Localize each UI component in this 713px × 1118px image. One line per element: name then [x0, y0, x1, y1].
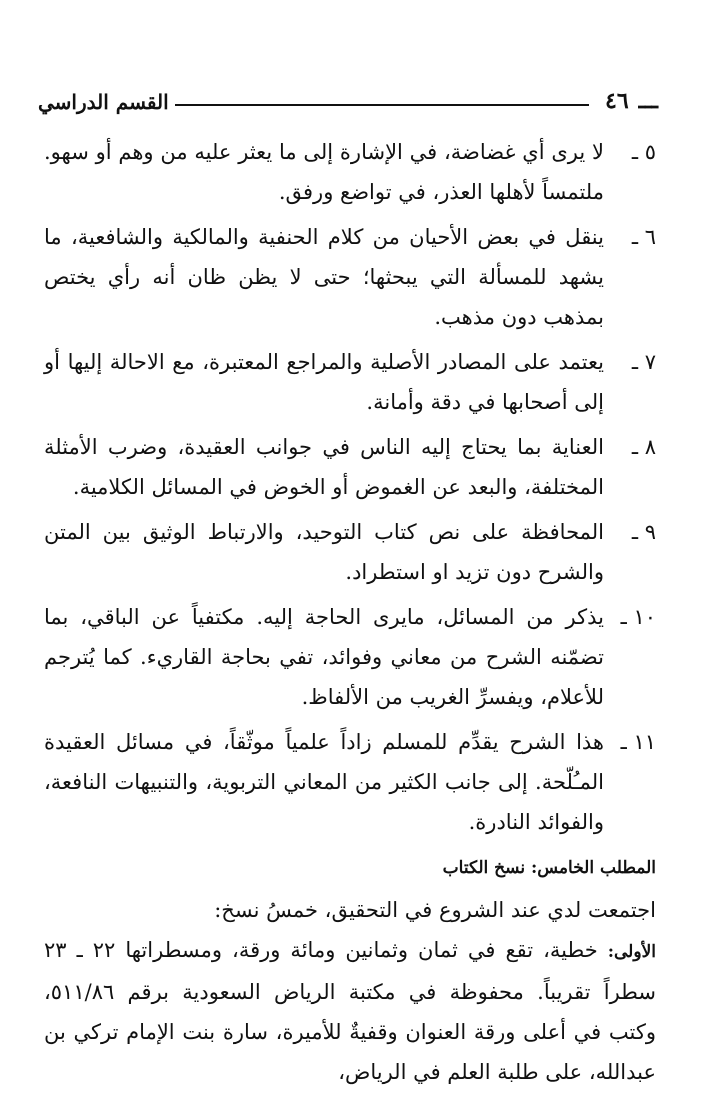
intro-paragraph: اجتمعت لدي عند الشروع في التحقيق، خمسُ نسخ: — [214, 898, 656, 922]
first-copy-label: الأولى: — [607, 942, 656, 962]
item-number: ٥ ـ — [631, 140, 656, 164]
list-item — [44, 597, 656, 717]
item-text: ينقل في بعض الأحيان من كلام الحنفية والمالكية والشافعية، ما يشهد للمسألة التي يبحثها؛ حتى لا يظن ظان أنه رأي يختص بمذهب دون مذهب. — [44, 225, 604, 329]
first-copy-paragraph — [44, 930, 656, 1092]
page-body — [44, 132, 656, 1092]
item-number: ١٠ ـ — [620, 605, 656, 629]
header-dash: ـــ — [638, 88, 658, 114]
item-text: هذا الشرح يقدِّم للمسلم زاداً علمياً موثّقاً، في مسائل العقيدة المـُلّحة. إلى جانب الكثير من المعاني التربوية، والتنبيهات النافعة، والفوائد النادرة. — [44, 730, 604, 834]
page-number: ٤٦ — [605, 88, 629, 114]
page-header — [38, 84, 658, 114]
header-rule — [175, 104, 589, 106]
item-number: ٨ ـ — [631, 435, 656, 459]
subsection-heading: المطلب الخامس: نسخ الكتاب — [442, 858, 656, 878]
item-text: يعتمد على المصادر الأصلية والمراجع المعتبرة، مع الاحالة إليها أو إلى أصحابها في دقة وأمانة. — [44, 350, 604, 414]
item-number: ٦ ـ — [631, 225, 656, 249]
list-item — [44, 342, 656, 422]
item-text: المحافظة على نص كتاب التوحيد، والارتباط الوثيق بين المتن والشرح دون تزيد او استطراد. — [44, 520, 604, 584]
item-text: العناية بما يحتاج إليه الناس في جوانب العقيدة، وضرب الأمثلة المختلفة، والبعد عن الغموض أو الخوض في المسائل الكلامية. — [44, 435, 604, 499]
list-item — [44, 217, 656, 337]
list-item — [44, 512, 656, 592]
item-text: لا يرى أي غضاضة، في الإشارة إلى ما يعثر عليه من وهم أو سهو. ملتمساً لأهلها العذر، في تواضع ورفق. — [44, 140, 604, 204]
item-number: ١١ ـ — [620, 730, 656, 754]
first-copy-text: خطية، تقع في ثمان وثمانين ومائة ورقة، ومسطراتها ٢٢ ـ ٢٣ سطراً تقريباً. محفوظة في مكتبة الرياض السعودية برقم ٥١١/٨٦، وكتب في أعلى ورقة العنوان وقفيةٌ للأميرة، سارة بنت الإمام تركي بن عبدالله، على طلبة العلم في الرياض، — [44, 938, 656, 1084]
list-item — [44, 722, 656, 842]
item-text: يذكر من المسائل، مايرى الحاجة إليه. مكتفياً عن الباقي، بما تضمّنه الشرح من معاني وفوائد، تفي بحاجة القاريء. كما يُترجم للأعلام، ويفسرِّ الغريب من الألفاظ. — [44, 605, 604, 709]
list-item — [44, 132, 656, 212]
list-item — [44, 427, 656, 507]
section-title: القسم الدراسي — [38, 90, 169, 114]
item-number: ٧ ـ — [631, 350, 656, 374]
item-number: ٩ ـ — [631, 520, 656, 544]
